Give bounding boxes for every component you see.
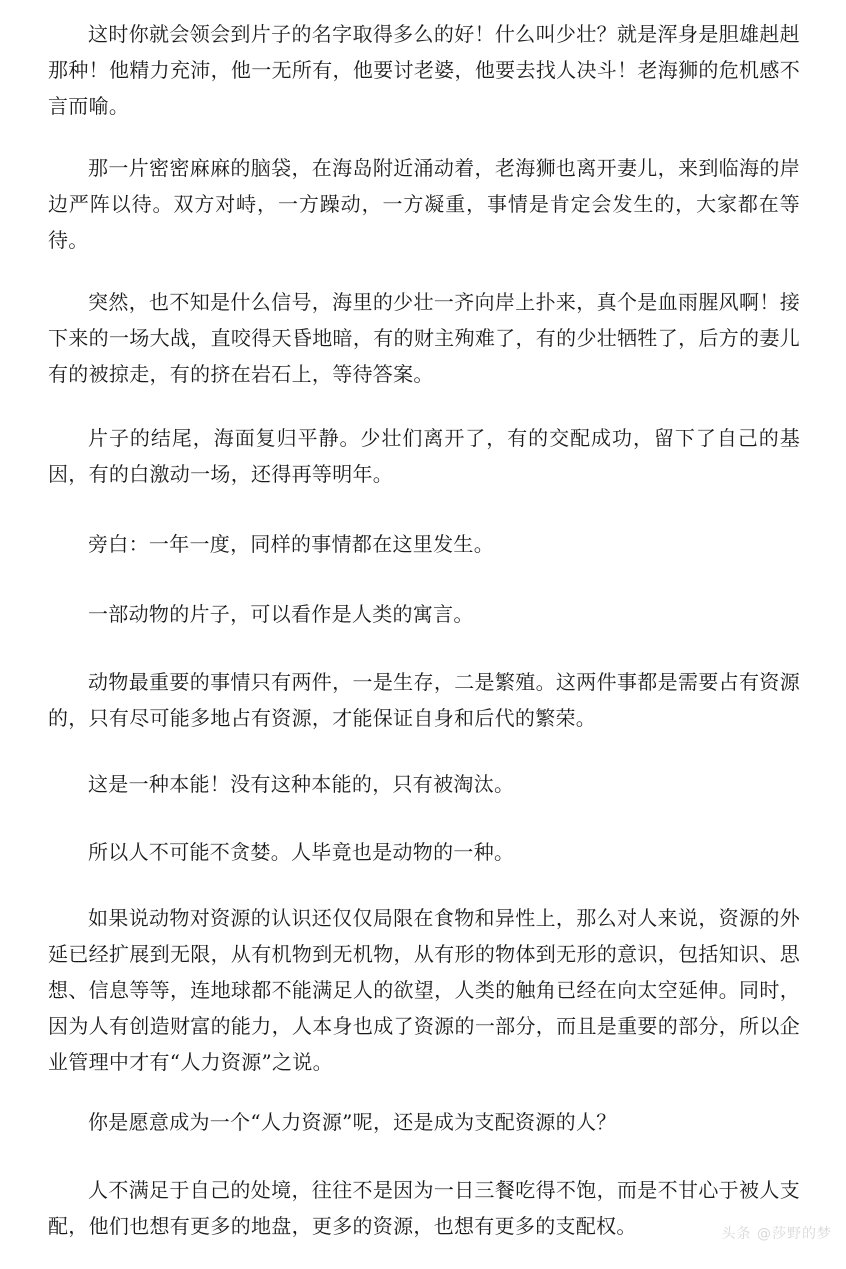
paragraph-5: 旁白：一年一度，同样的事情都在这里发生。 [88,532,494,556]
paragraph-4: 片子的结尾，海面复归平静。少壮们离开了，有的交配成功，留下了自己的基因，有的白激动一场，还得再等明年。 [48,426,800,486]
paragraph-2: 那一片密密麻麻的脑袋，在海岛附近涌动着，老海狮也离开妻儿，来到临海的岸边严阵以待。双方对峙，一方躁动，一方凝重，事情是肯定会发生的，大家都在等待。 [48,156,800,252]
paragraph-11: 你是愿意成为一个“人力资源”呢，还是成为支配资源的人？ [88,1110,617,1134]
paragraph-9: 所以人不可能不贪婪。人毕竟也是动物的一种。 [88,840,515,864]
paragraph-10: 如果说动物对资源的认识还仅仅局限在食物和异性上，那么对人来说，资源的外延已经扩展到无限，从有机物到无机物，从有形的物体到无形的意识，包括知识、思想、信息等等，连地球都不能满足人的欲望，人类的触角已经在向太空延伸。同时，因为人有创造财富的能力，人本身也成了资源的一部分，而且是重要的部分，所以企业管理中才有“人力资源”之说。 [48,906,800,1074]
paragraph-12: 人不满足于自己的处境，往往不是因为一日三餐吃得不饱，而是不甘心于被人支配，他们也想有更多的地盘，更多的资源，也想有更多的支配权。 [48,1178,800,1238]
paragraph-1: 这时你就会领会到片子的名字取得多么的好！什么叫少壮？就是浑身是胆雄赳赳那种！他精力充沛，他一无所有，他要讨老婆，他要去找人决斗！老海狮的危机感不言而喻。 [48,22,800,118]
paragraph-6: 一部动物的片子，可以看作是人类的寓言。 [88,602,474,626]
paragraph-7: 动物最重要的事情只有两件，一是生存，二是繁殖。这两件事都是需要占有资源的，只有尽可能多地占有资源，才能保证自身和后代的繁荣。 [48,670,800,730]
watermark: 头条 @莎野的梦 [721,1226,832,1242]
paragraph-8: 这是一种本能！没有这种本能的，只有被淘汰。 [88,772,515,796]
paragraph-3: 突然，也不知是什么信号，海里的少壮一齐向岸上扑来，真个是血雨腥风啊！接下来的一场大战，直咬得天昏地暗，有的财主殉难了，有的少壮牺牲了，后方的妻儿有的被掠走，有的挤在岩石上，等待答案。 [48,290,800,386]
